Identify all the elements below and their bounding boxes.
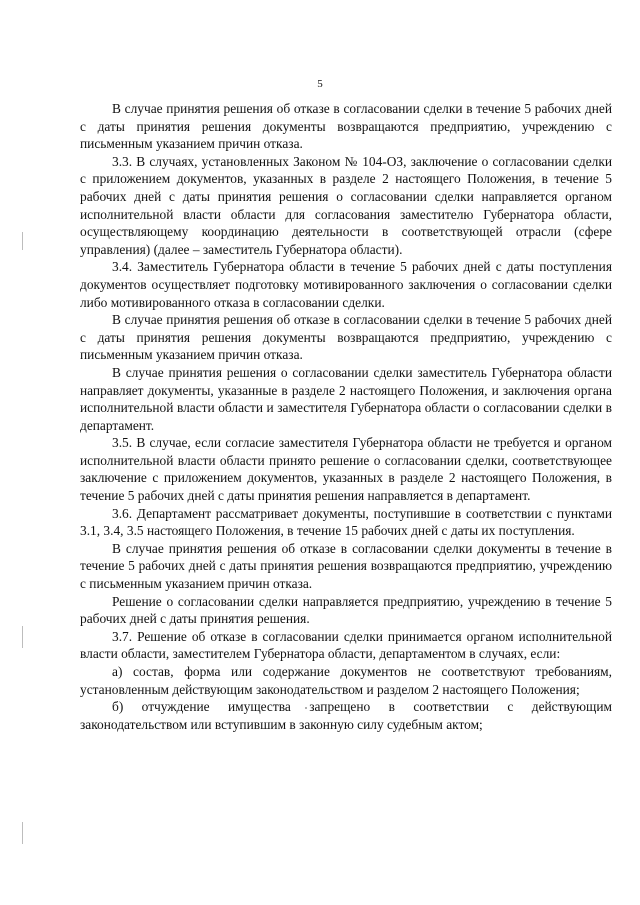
paragraph: а) состав, форма или содержание документов не соответствуют требованиям, установленным действующим законодательством и разделом 2 настоящего Положения; [80,664,612,697]
paragraph: В случае принятия решения об отказе в согласовании сделки в течение 5 рабочих дней с даты принятия решения документы возвращаются предприятию, учреждению с письменным указанием причин отказа. [80,101,612,152]
scan-artifact-line [22,626,23,648]
page-number: 5 [317,78,323,90]
paragraph: Решение о согласовании сделки направляется предприятию, учреждению в течение 5 рабочих дней с даты принятия решения. [80,593,612,627]
scan-artifact-line [22,232,23,250]
paragraph: 3.7. Решение об отказе в согласовании сделки принимается органом исполнительной власти области, заместителем Губернатора области, департаментом в случаях, если: [80,628,612,662]
paragraph: В случае принятия решения об отказе в согласовании сделки в течение 5 рабочих дней с даты принятия решения документы возвращаются предприятию, учреждению с письменным указанием причин отказа. [80,312,612,363]
paragraph: б) отчуждение имущества запрещено в соответствии с действующим законодательством или вступившим в законную силу судебным актом; [80,699,612,732]
paragraph: В случае принятия решения о согласовании сделки заместитель Губернатора области направляет документы, указанные в разделе 2 настоящего Положения, и заключения органа исполнительной власти области и заместителя Губернатора области о согласовании сделки в департамент. [80,364,612,433]
document-body [80,100,612,733]
paragraph: В случае принятия решения об отказе в согласовании сделки документы в течение в течение 5 рабочих дней с даты принятия решения возвращаются предприятию, учреждению с письменным указанием причин отказа. [80,540,612,592]
paragraph: 3.3. В случаях, установленных Законом № 104-ОЗ, заключение о согласовании сделки с приложением документов, указанных в разделе 2 настоящего Положения, в течение 5 рабочих дней с даты принятия решения о согласовании сделки направляется органом исполнительной власти области для согласования заместителю Губернатора области, осуществляющему координацию деятельности в соответствующей отрасли (сфере управления) (далее – заместитель Губернатора области). [80,153,612,257]
paragraph: 3.6. Департамент рассматривает документы, поступившие в соответствии с пунктами 3.1, 3.4, 3.5 настоящего Положения, в течение 15 рабочих дней с даты их поступления. [80,505,612,539]
paragraph: 3.5. В случае, если согласие заместителя Губернатора области не требуется и органом исполнительной власти области принято решение о согласовании сделки, соответствующее заключение с приложением документов, указанных в разделе 2 настоящего Положения, в течение 5 рабочих дней с даты принятия решения направляется в департамент. [80,435,612,504]
scan-artifact-line [22,822,23,844]
paragraph: 3.4. Заместитель Губернатора области в течение 5 рабочих дней с даты поступления документов осуществляет подготовку мотивированного заключения о согласовании сделки либо мотивированного отказа в согласовании сделки. [80,259,612,310]
